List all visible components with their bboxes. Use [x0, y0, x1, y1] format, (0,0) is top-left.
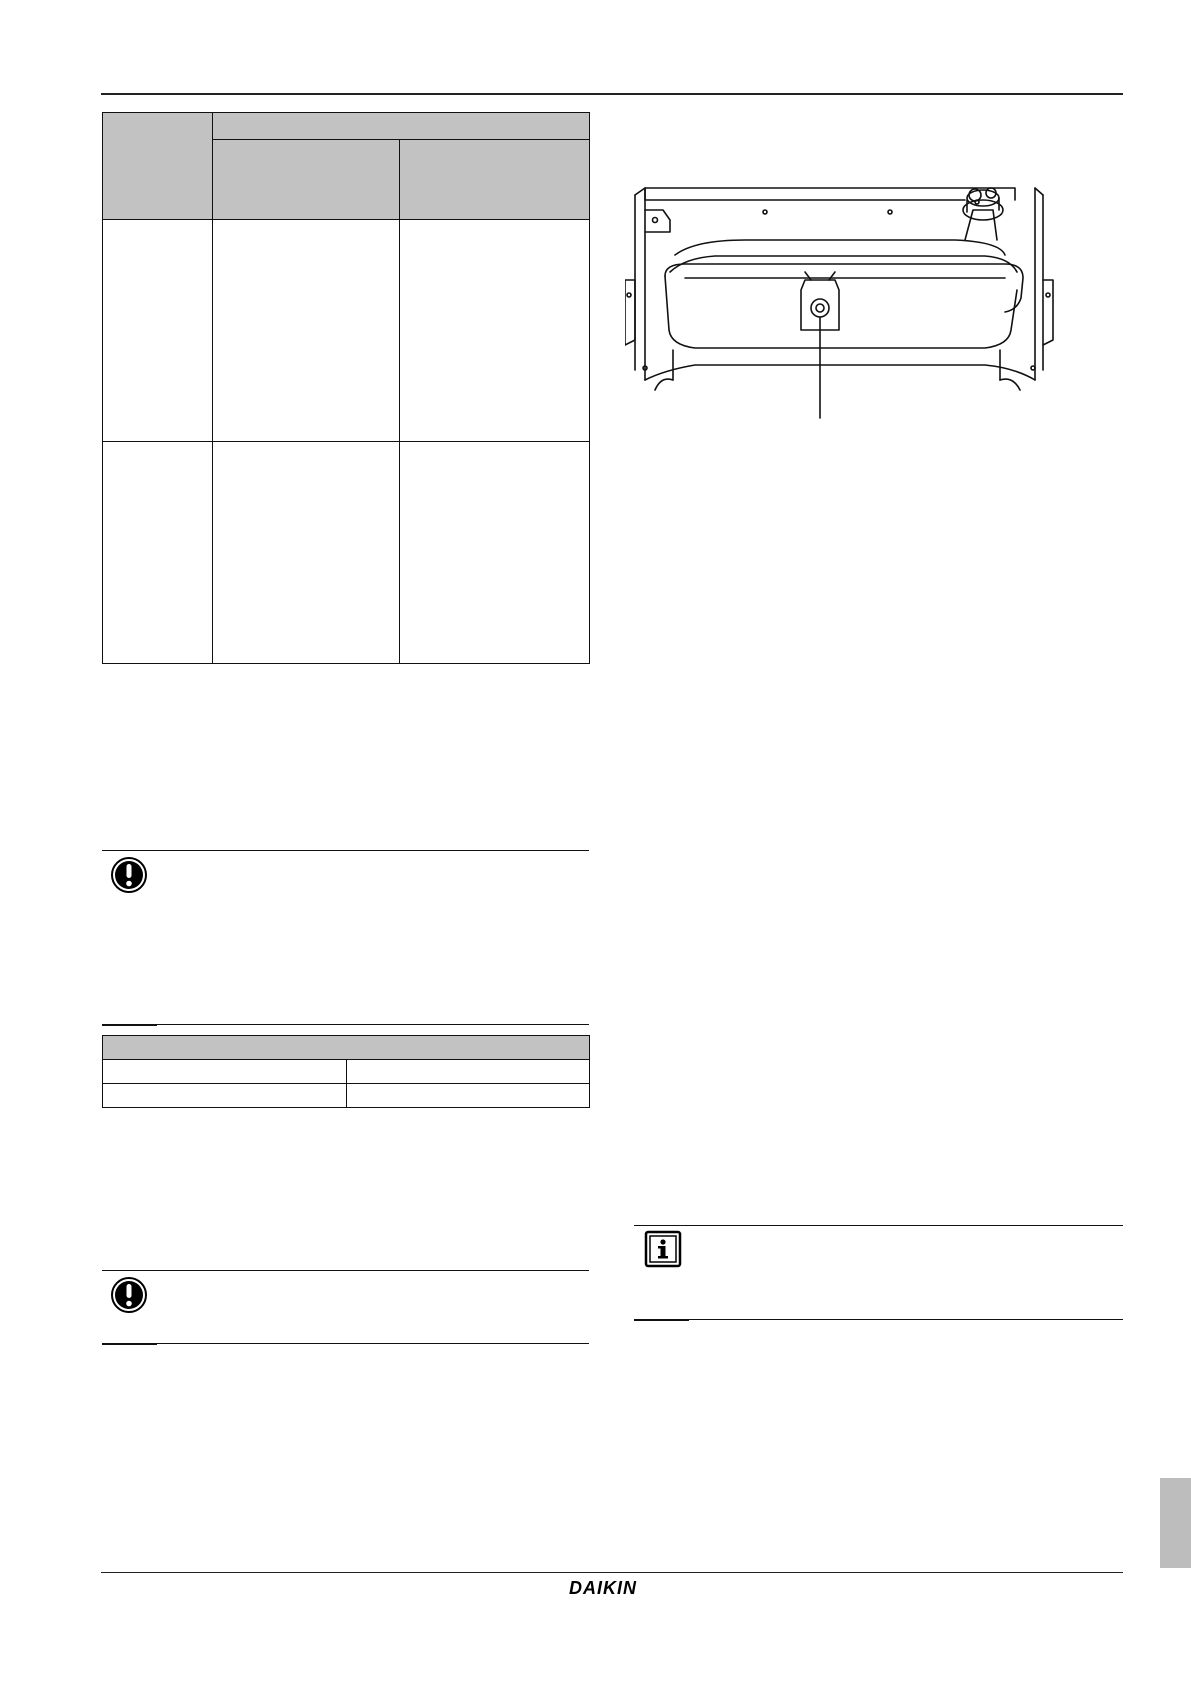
note-bottom-rule: [157, 1024, 589, 1025]
table-cell: [103, 220, 213, 442]
note-top-rule: [102, 1270, 589, 1271]
footer-rule: [101, 1572, 1123, 1573]
note-bottom-rule: [157, 1343, 589, 1344]
table-header-corner: [103, 113, 213, 220]
info-box-icon: [644, 1230, 682, 1268]
small-table-cell: [347, 1084, 590, 1108]
exclamation-circle-icon: [110, 1276, 148, 1314]
small-table-cell: [103, 1084, 347, 1108]
note-top-rule: [634, 1225, 1123, 1226]
chapter-side-tab: [1160, 1478, 1191, 1568]
brand-text: DAIKIN: [569, 1578, 637, 1598]
table-header-col-2: [400, 140, 590, 220]
table-header-group: [213, 113, 590, 140]
table-cell: [213, 220, 400, 442]
small-table: [102, 1035, 590, 1108]
note-bottom-stub: [102, 1024, 157, 1026]
table-cell: [400, 220, 590, 442]
table-cell: [103, 442, 213, 664]
specification-table: [102, 112, 590, 664]
table-cell: [400, 442, 590, 664]
note-bottom-stub: [102, 1343, 157, 1345]
small-table-cell: [103, 1060, 347, 1084]
small-table-cell: [347, 1060, 590, 1084]
daikin-logo: [569, 1578, 637, 1599]
exclamation-circle-icon: [110, 856, 148, 894]
small-table-header: [103, 1036, 590, 1060]
table-header-col-1: [213, 140, 400, 220]
expansion-vessel-drawing: [625, 180, 1085, 425]
note-bottom-rule: [689, 1319, 1123, 1320]
header-rule: [101, 93, 1123, 95]
table-cell: [213, 442, 400, 664]
note-top-rule: [102, 850, 589, 851]
note-bottom-stub: [634, 1319, 689, 1321]
